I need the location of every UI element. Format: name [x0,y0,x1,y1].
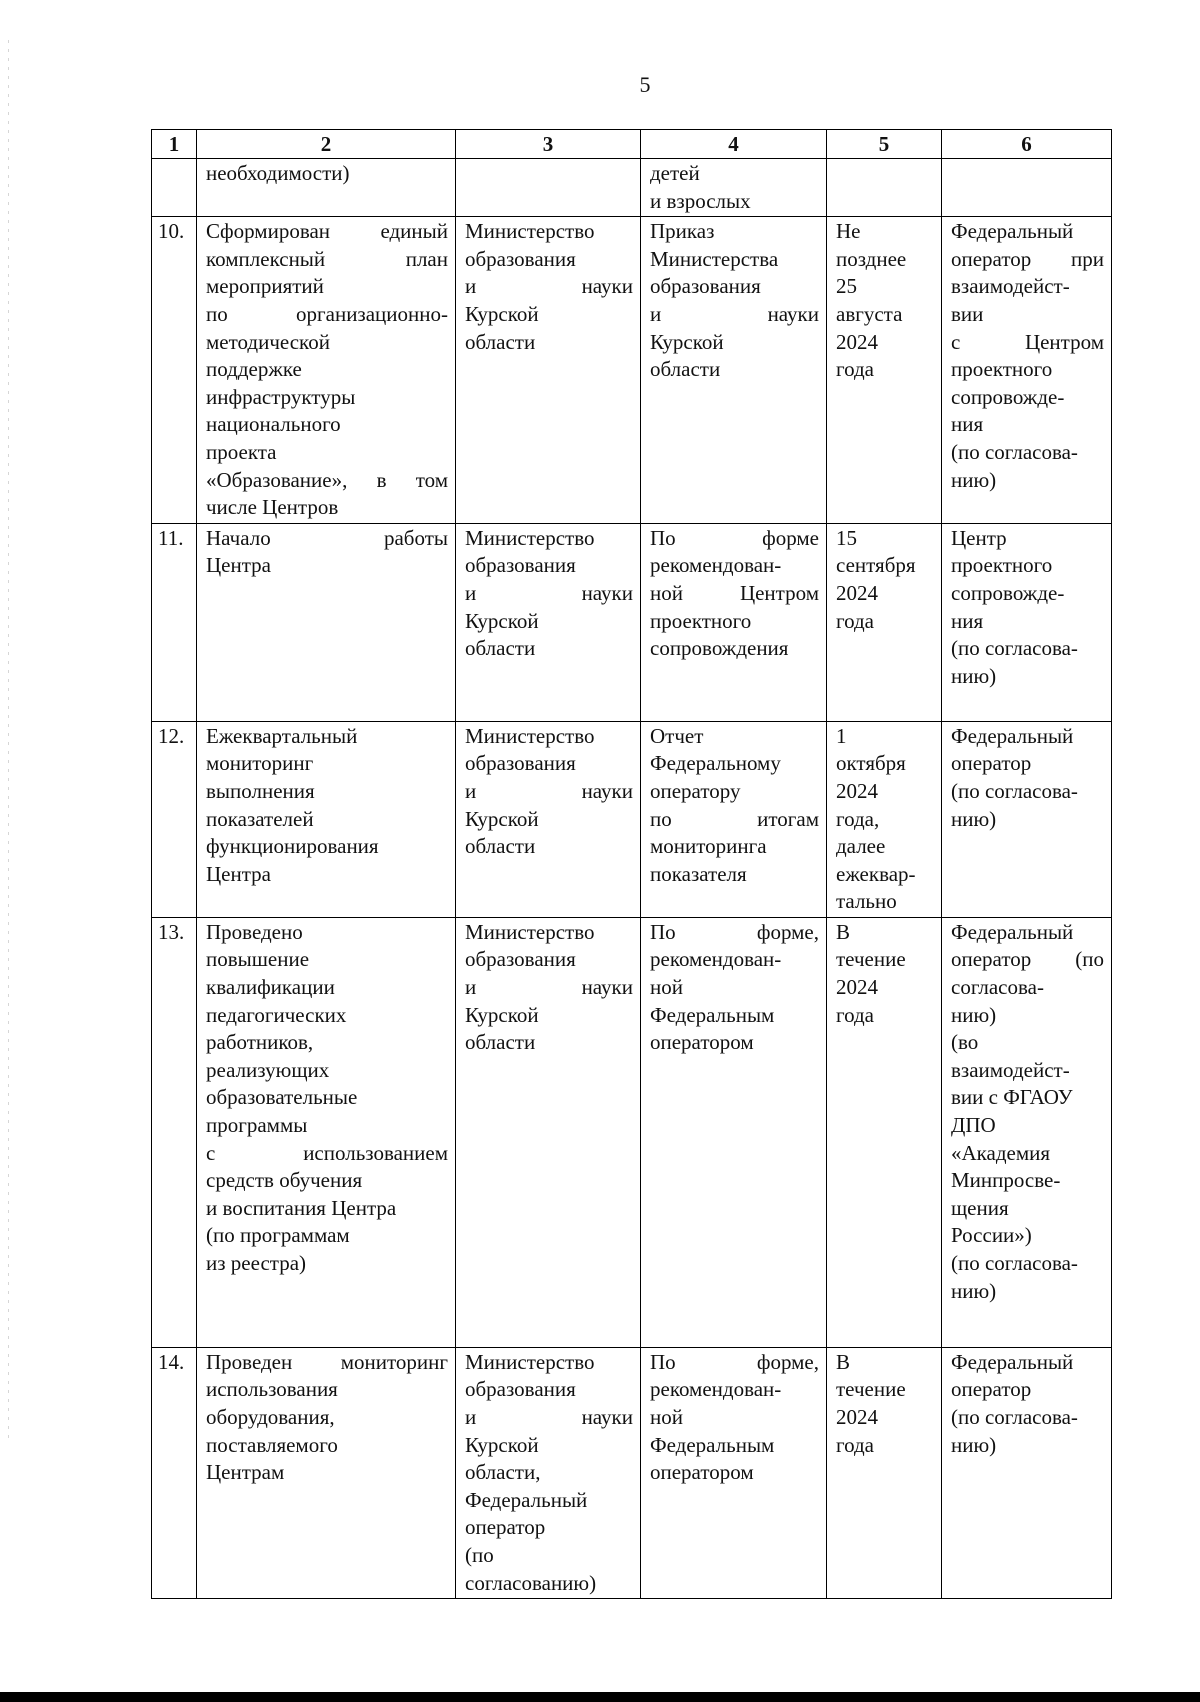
cell-text-line: области [465,1030,536,1055]
cell-text-line: и взрослых [650,188,751,213]
cell-text-line: области [465,329,536,354]
cell-text-line: Курской [465,608,539,633]
cell-text-line: проекта [206,439,277,464]
cell-text-line: Курской [465,1002,539,1027]
cell-text-line: по организационно- [206,301,448,326]
deadline-cell [827,523,942,721]
action-plan-table [151,129,1112,1599]
deadline-cell [827,1347,942,1598]
cell-text-line: педагогических [206,1002,347,1027]
cell-text-line: оператором [650,1460,754,1485]
deadline-cell [827,721,942,917]
cell-text-line: поставляемого [206,1432,338,1457]
table-header-row [152,130,1112,159]
cell-text-line: оператор (по [951,947,1104,972]
cell-text-line: проектного [650,608,752,633]
table-row [152,721,1112,917]
cell-text-line: оборудования, [206,1405,335,1430]
cell-text-line: и науки [465,1405,633,1430]
row-number: 10. [158,219,185,244]
cell-text-line: оператор [465,1515,546,1540]
cell-text-line: Министерство [465,723,595,748]
participant-cell [942,917,1112,1347]
cell-text-line: Министерство [465,219,595,244]
cell-text-line: 2024 [836,975,878,1000]
cell-text-line: образования [465,751,576,776]
cell-text-line: сопровожде- [951,384,1065,409]
deadline-cell [827,917,942,1347]
cell-text-line: повышение [206,947,310,972]
row-number: 13. [158,919,185,944]
cell-text-line: и науки [465,580,633,605]
row-number: 14. [158,1349,185,1374]
cell-text-line: (по согласова- [951,778,1078,803]
cell-text-line: инфраструктуры [206,384,356,409]
cell-text-line: (по [465,1543,494,1568]
cell-text-line: Курской [465,1432,539,1457]
participant-cell [942,217,1112,524]
cell-text-line: России») [951,1223,1032,1248]
responsible-cell [456,217,641,524]
cell-text-line: мероприятий [206,274,324,299]
cell-text-line: рекомендован- [650,1377,782,1402]
cell-text-line: образования [465,1377,576,1402]
participant-cell [942,1347,1112,1598]
row-number: 11. [158,525,184,550]
cell-text-line: (по согласова- [951,636,1078,661]
cell-text-line: Федеральный [951,219,1074,244]
cell-text-line: работников, [206,1030,314,1055]
cell-text-line: методической [206,329,330,354]
row-number-cell [152,523,197,721]
cell-text-line: и науки [465,778,633,803]
cell-text-line: образования [465,246,576,271]
cell-text-line: далее [836,834,886,859]
cell-text-line: средств обучения [206,1168,363,1193]
cell-text-line: и воспитания Центра [206,1195,397,1220]
cell-text-line: Федеральный [951,1349,1074,1374]
cell-text-line: ной Центром [650,580,819,605]
cell-text-line: Начало работы [206,525,448,550]
table-row [152,1347,1112,1598]
cell-text-line: детей [650,161,700,185]
cell-text-line: В [836,919,851,944]
participant-cell [942,721,1112,917]
cell-text-line: национального [206,412,341,437]
cell-text-line: Министерства [650,246,779,271]
responsible-cell [456,721,641,917]
cell-text-line: года [836,1432,874,1457]
cell-text-line: Министерство [465,1349,595,1374]
cell-text-line: (по согласова- [951,1251,1078,1275]
activity-cell [197,1347,456,1598]
cell-text-line: поддержке [206,357,302,382]
cell-text-line: комплексный план [206,246,448,271]
cell-text-line: и науки [465,975,633,1000]
table-row [152,217,1112,524]
cell-text-line: рекомендован- [650,947,782,972]
cell-text-line: согласованию) [465,1570,597,1595]
activity-cell [197,721,456,917]
cell-text-line: показателей [206,806,314,831]
cell-text-line: течение [836,947,906,972]
cell-text-line: По форме, [650,919,819,944]
cell-text-line: оператор [951,751,1032,776]
cell-text-line: Проведен мониторинг [206,1349,448,1374]
cell-text-line: ния [951,412,984,437]
cell-text-line: Курской [465,806,539,831]
deadline-cell [827,159,942,217]
cell-text-line: проектного [951,553,1053,578]
cell-text-line: Министерство [465,525,595,550]
cell-text-line: области [465,636,536,661]
cell-text-line: По форме [650,525,819,550]
column-header: 3 [456,130,641,159]
participant-cell [942,523,1112,721]
cell-text-line: ной [650,975,683,1000]
cell-text-line: оператором [650,1030,754,1055]
cell-text-line: ной [650,1405,683,1430]
cell-text-line: взаимодейст- [951,274,1070,299]
cell-text-line: 2024 [836,580,878,605]
cell-text-line: (по программам [206,1223,350,1248]
cell-text-line: октября [836,751,906,776]
column-header: 6 [942,130,1112,159]
table-row [152,917,1112,1347]
cell-text-line: (по согласова- [951,439,1078,464]
cell-text-line: нию) [951,1002,997,1027]
cell-text-line: «Академия [951,1140,1051,1165]
row-number-cell [152,721,197,917]
cell-text-line: сопровождения [650,636,789,661]
cell-text-line: сопровожде- [951,580,1065,605]
scan-margin-artifact [8,40,9,1440]
cell-text-line: вии с ФГАОУ [951,1085,1073,1110]
cell-text-line: квалификации [206,975,335,1000]
cell-text-line: Федеральным [650,1002,775,1027]
cell-text-line: Курской [465,301,539,326]
row-number-cell [152,217,197,524]
cell-text-line: августа [836,301,903,326]
document-cell [641,217,827,524]
cell-text-line: Проведено [206,919,303,944]
cell-text-line: 15 [836,525,857,550]
row-number-cell [152,159,197,217]
cell-text-line: оператору [650,778,741,803]
row-number-cell [152,917,197,1347]
responsible-cell [456,523,641,721]
cell-text-line: 2024 [836,1405,878,1430]
cell-text-line: и науки [650,301,819,326]
cell-text-line: ежеквар- [836,861,916,886]
row-number: 12. [158,723,185,748]
cell-text-line: Федеральный [951,723,1074,748]
cell-text-line: 2024 [836,329,878,354]
column-header: 4 [641,130,827,159]
cell-text-line: реализующих [206,1057,330,1082]
cell-text-line: образования [465,553,576,578]
cell-text-line: из реестра) [206,1251,307,1275]
deadline-cell [827,217,942,524]
cell-text-line: выполнения [206,778,315,803]
cell-text-line: вии [951,301,984,326]
cell-text-line: Федеральный [465,1487,588,1512]
cell-text-line: 2024 [836,778,878,803]
cell-text-line: нию) [951,663,997,688]
document-cell [641,523,827,721]
cell-text-line: взаимодейст- [951,1057,1070,1082]
cell-text-line: оператор [951,1377,1032,1402]
cell-text-line: необходимости) [206,161,350,185]
activity-cell [197,159,456,217]
cell-text-line: по итогам [650,806,819,831]
cell-text-line: области [650,357,721,382]
cell-text-line: Сформирован единый [206,219,448,244]
cell-text-line: Федеральному [650,751,781,776]
cell-text-line: года [836,608,874,633]
cell-text-line: (по согласова- [951,1405,1078,1430]
cell-text-line: нию) [951,467,997,492]
cell-text-line: рекомендован- [650,553,782,578]
cell-text-line: года, [836,806,880,831]
cell-text-line: ДПО [951,1113,996,1138]
cell-text-line: согласова- [951,975,1044,1000]
cell-text-line: тально [836,889,897,914]
cell-text-line: Федеральный [951,919,1074,944]
cell-text-line: с использованием [206,1140,448,1165]
responsible-cell [456,917,641,1347]
cell-text-line: показателя [650,861,747,886]
cell-text-line: сентября [836,553,916,578]
cell-text-line: с Центром [951,329,1104,354]
cell-text-line: Минпросве- [951,1168,1061,1193]
column-header: 1 [152,130,197,159]
table-row [152,523,1112,721]
document-cell [641,917,827,1347]
cell-text-line: года [836,1002,874,1027]
cell-text-line: ния [951,608,984,633]
cell-text-line: использования [206,1377,338,1402]
cell-text-line: нию) [951,806,997,831]
document-cell [641,159,827,217]
cell-text-line: нию) [951,1278,997,1303]
page-number: 5 [639,72,651,97]
cell-text-line: 25 [836,274,857,299]
cell-text-line: По форме, [650,1349,819,1374]
cell-text-line: Центрам [206,1460,285,1485]
cell-text-line: образования [650,274,761,299]
cell-text-line: Приказ [650,219,715,244]
column-header: 5 [827,130,942,159]
cell-text-line: проектного [951,357,1053,382]
cell-text-line: Ежеквартальный [206,723,358,748]
activity-cell [197,917,456,1347]
cell-text-line: образования [465,947,576,972]
cell-text-line: позднее [836,246,907,271]
table-row [152,159,1112,217]
cell-text-line: области [465,834,536,859]
document-cell [641,1347,827,1598]
cell-text-line: Федеральным [650,1432,775,1457]
cell-text-line: области, [465,1460,541,1485]
cell-text-line: и науки [465,274,633,299]
cell-text-line: Центр [951,525,1007,550]
activity-cell [197,217,456,524]
cell-text-line: программы [206,1113,308,1138]
document-cell [641,721,827,917]
cell-text-line: Центра [206,553,271,578]
activity-cell [197,523,456,721]
cell-text-line: В [836,1349,851,1374]
cell-text-line: оператор при [951,246,1104,271]
cell-text-line: мониторинг [206,751,314,776]
cell-text-line: (во [951,1030,979,1055]
row-number-cell [152,1347,197,1598]
cell-text-line: 1 [836,723,847,748]
cell-text-line: «Образование», в том [206,467,448,492]
cell-text-line: Не [836,219,861,244]
column-header: 2 [197,130,456,159]
cell-text-line: щения [951,1195,1009,1220]
cell-text-line: Министерство [465,919,595,944]
cell-text-line: течение [836,1377,906,1402]
scan-bottom-edge [0,1692,1200,1702]
cell-text-line: года [836,357,874,382]
cell-text-line: образовательные [206,1085,358,1110]
cell-text-line: функционирования [206,834,379,859]
cell-text-line: мониторинга [650,834,767,859]
cell-text-line: Отчет [650,723,704,748]
cell-text-line: Курской [650,329,724,354]
cell-text-line: Центра [206,861,271,886]
participant-cell [942,159,1112,217]
cell-text-line: нию) [951,1432,997,1457]
responsible-cell [456,159,641,217]
responsible-cell [456,1347,641,1598]
cell-text-line: числе Центров [206,495,339,520]
